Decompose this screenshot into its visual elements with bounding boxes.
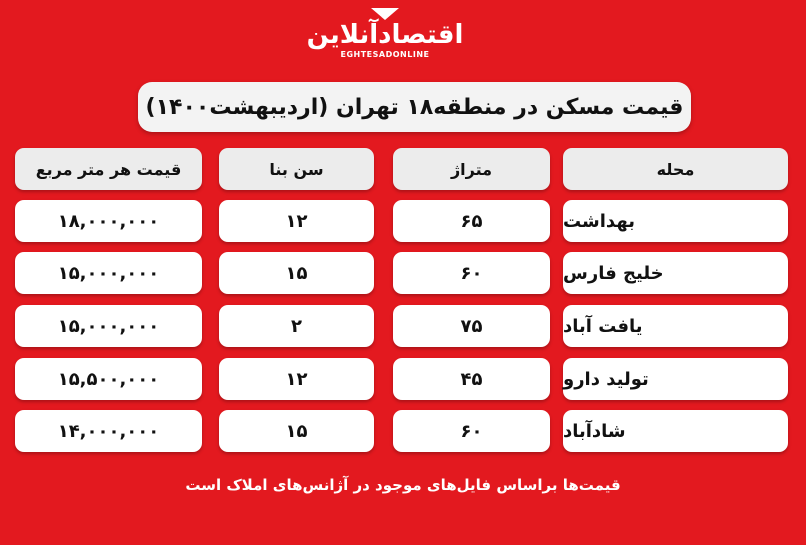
header-age: سن بنا [219,148,374,190]
logo-name: اقتصادآنلاین [306,20,464,50]
cell-neighborhood: تولید دارو [563,358,788,400]
cell-area: ۶۵ [393,200,550,242]
cell-area: ۴۵ [393,358,550,400]
logo-latin: EGHTESADONLINE [340,50,430,59]
cell-neighborhood: یافت آباد [563,305,788,347]
cell-age: ۱۵ [219,252,374,294]
cell-price: ۱۸,۰۰۰,۰۰۰ [15,200,202,242]
cell-neighborhood: بهداشت [563,200,788,242]
cell-price: ۱۵,۵۰۰,۰۰۰ [15,358,202,400]
page-title: قیمت مسکن در منطقه۱۸ تهران (اردیبهشت۱۴۰۰) [138,82,691,132]
logo-triangle-icon [371,8,399,20]
cell-age: ۱۲ [219,358,374,400]
header-price: قیمت هر متر مربع [15,148,202,190]
header-neighborhood: محله [563,148,788,190]
footer-note: قیمت‌ها براساس فایل‌های موجود در آژانس‌های املاک است [185,476,621,494]
cell-neighborhood: خلیج فارس [563,252,788,294]
cell-neighborhood: شادآباد [563,410,788,452]
cell-age: ۲ [219,305,374,347]
header-area: متراژ [393,148,550,190]
cell-age: ۱۲ [219,200,374,242]
brand-logo [300,8,470,72]
cell-price: ۱۴,۰۰۰,۰۰۰ [15,410,202,452]
cell-area: ۶۰ [393,410,550,452]
cell-price: ۱۵,۰۰۰,۰۰۰ [15,305,202,347]
cell-price: ۱۵,۰۰۰,۰۰۰ [15,252,202,294]
cell-age: ۱۵ [219,410,374,452]
cell-area: ۶۰ [393,252,550,294]
cell-area: ۷۵ [393,305,550,347]
